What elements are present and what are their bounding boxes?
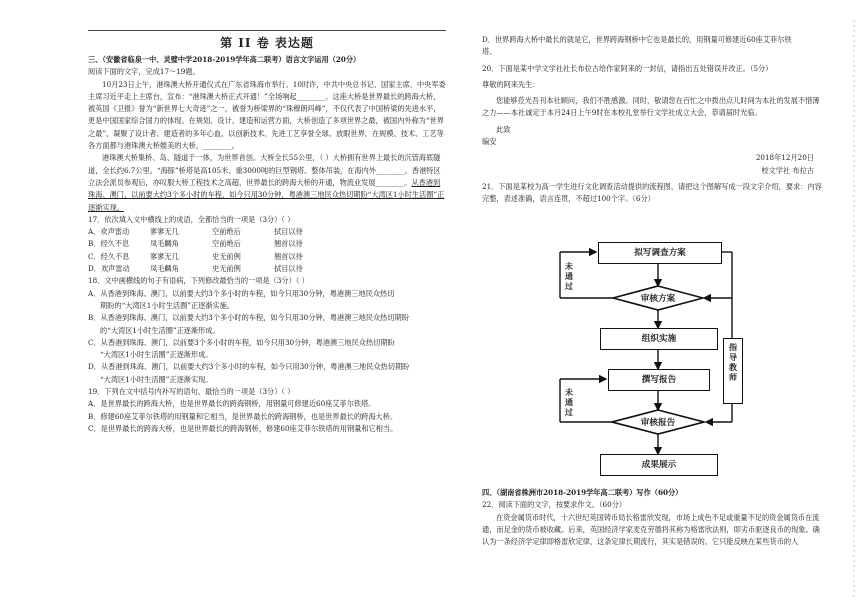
q17-d-3: 史无前例 — [212, 264, 241, 274]
letter-date: 2018年12月20日 — [755, 153, 814, 163]
question-21: 21．下面是某校为高一学生进行文化调查活动提供的流程图，请把这个图解写成一段文字介绍，要求：内容完整，表述准确，语言连贯，不超过100个字。（6分） — [482, 181, 822, 204]
q19-option-d-line1[interactable]: D．世界跨海大桥中最长的就是它，世界跨海钢桥中它也是最长的，用钢量可修建近60座艾菲尔铁 — [482, 35, 792, 44]
q18-option-a-line2: 期盼的“大湾区1小时生活圈”正逐渐实施。 — [100, 300, 235, 310]
flow-step-review-report: 审核报告 — [640, 418, 676, 428]
q17-options — [88, 226, 446, 275]
q17-a-1: A．欢声雷动 — [88, 227, 130, 237]
q17-a-4: 拭目以待 — [274, 227, 303, 237]
letter-closing: 此致 — [496, 124, 511, 134]
q19-option-c[interactable]: C．是世界最长的跨海大桥，也是世界最长的跨海钢桥，修建60座艾菲尔铁塔的用钢量和它相当。 — [88, 423, 398, 433]
q18-option-d-line1[interactable]: D．从香港到珠海、澳门，以前要大约3个多小时的车程，如今只用30分钟，粤港澳三地民众热切期盼 — [88, 362, 410, 372]
passage-paragraph-1: 10月23日上午，港珠澳大桥开通仪式在广东省珠海市举行。10时许，中共中央总书记、国家主席、中央军委主席习近平走上主席台，宣布：“港珠澳大桥正式开通！”全场响起________。这座大桥是世界最长的跨海大桥，被英国《卫报》誉为“新世界七大奇迹”之一，被誉为桥梁界的“珠穆朗玛峰”，不仅代表了中国桥梁的先进水平，更是中国国家综合国力的体现。在规划、设计、建造和运营方面，大桥创造了多项世界之最，被国内外称为“世界之最”，凝聚了设计者、建造者的多年心血，以创新技术、先进工艺享誉全球。放眼世界，在规模、技术、工艺等各方面都与港珠澳大桥媲美的大桥，________。 — [88, 79, 446, 151]
passage-paragraph-2 — [88, 152, 446, 213]
binding-margin — [848, 0, 860, 608]
q17-option-b[interactable] — [88, 238, 446, 250]
question-17: 17．依次填入文中横线上的成语，全都恰当的一项是（3分）（ ） — [88, 214, 295, 224]
q19-option-d-line2: 塔。 — [482, 47, 497, 57]
question-19: 19．下列在文中括号内补写的语句，最恰当的一项是（3分）（ ） — [88, 387, 295, 397]
fail-label-1: 未通过 — [565, 262, 573, 291]
q19-option-a[interactable]: A．是世界最长的跨海大桥，也是世界最长的跨海钢桥，用钢量可修建近60座艾菲尔铁塔。 — [88, 399, 376, 409]
q19-option-b[interactable]: B．修建60座艾菲尔铁塔的用钢量和它相当，是世界最长的跨海钢桥，也是世界最长的跨海大桥。 — [88, 411, 398, 421]
flowchart-connectors — [546, 242, 786, 482]
right-column — [482, 34, 822, 206]
question-22: 22．阅读下面的文字，按要求作文。（60分） — [482, 500, 627, 510]
flow-step-draft-plan: 拟写调查方案 — [598, 242, 722, 264]
question-20: 20．下面是某中学文学社社长布拉古给作家阿来的一封信，请指出五处错误并改正。（5分） — [482, 63, 773, 73]
flow-step-showcase: 成果展示 — [600, 454, 718, 476]
q17-c-2: 寥寥无几 — [150, 251, 179, 261]
right-column-bottom — [482, 487, 822, 548]
passage-paragraph-2-text: 港珠澳大桥集桥、岛、隧道于一体，为世界首创。大桥全长55公里，（ ）大桥拥有世界上最长的沉管海底隧道，全长约6.7公里。“海豚”桥塔是高105米、重3000吨的巨型钢塔。整体吊装，在海内外________。香港特区立法会派员参观后，亦叹服大桥工程技术之高超，世界最长的跨海大桥的开通，物流业发展________。 — [88, 153, 441, 187]
q17-d-2: 凤毛麟角 — [150, 264, 179, 274]
top-rule — [88, 30, 446, 31]
fail-label-2: 未通过 — [565, 388, 573, 417]
q17-b-4: 翘首以待 — [274, 239, 303, 249]
q17-option-c[interactable] — [88, 251, 446, 263]
q17-b-2: 凤毛麟角 — [150, 239, 179, 249]
q17-c-3: 史无前例 — [212, 251, 241, 261]
q17-option-d[interactable] — [88, 263, 446, 275]
q17-c-1: C．经久不息 — [88, 251, 130, 261]
reading-intro: 阅读下面的文字，完成17～19题。 — [88, 67, 200, 77]
q17-b-3: 空前绝后 — [212, 239, 241, 249]
section4-heading: 四、（湖南省株洲市2018-2019学年高二联考）写作（60分） — [482, 488, 683, 497]
flow-step-review-plan: 审核方案 — [640, 294, 676, 304]
q18-option-b-line1[interactable]: B．从香港到珠海、澳门，以前要大约3个多小时的车程，如今只用30分钟，粤港澳三地民众热切期盼 — [88, 313, 409, 323]
q18-option-c-line1[interactable]: C．从香港到珠海、澳门，以前要3个多小时的车程，如今只用30分钟，粤港澳三地民众热切期盼 — [88, 337, 395, 347]
q18-option-a-line1[interactable]: A．从香港到珠海、澳门，以前要大约3个多小时的车程，如今只用30分钟，粤港澳三地民众热切 — [88, 288, 395, 298]
q17-a-3: 空前绝后 — [212, 227, 241, 237]
section3-heading: 三、（安徽省临泉一中、灵璧中学2018-2019学年高二联考）语言文字运用（20分） — [88, 55, 361, 64]
q17-d-4: 拭目以待 — [274, 264, 303, 274]
guidance-teacher-label: 指导教师 — [729, 343, 737, 382]
underlined-sentence: 从香港到珠海、澳门，以前要大约3个多小时的车程，如今只用30分钟，粤港澳三地民众热切期盼“大湾区1小时生活圈”正逐渐实现。 — [88, 177, 445, 212]
q18-option-b-line2: 的“大湾区1小时生活圈”正逐渐形成。 — [100, 325, 220, 335]
essay-prompt-line2: 认为一条经济学定律即格雷欣定律，这条定律长期流行，其实是错误的。它只能反映在某些货币的人 — [482, 537, 799, 547]
q17-d-1: D．欢声雷动 — [88, 264, 130, 274]
flow-step-implement: 组织实施 — [600, 328, 718, 350]
flow-step-write-report: 撰写报告 — [608, 369, 710, 391]
question-18: 18．文中画横线的句子有语病，下列修改最恰当的一项是（3分）（ ） — [88, 276, 309, 286]
letter-signer: 校文学社 布拉古 — [761, 165, 814, 175]
section-title: 第 II 卷 表达题 — [220, 36, 314, 50]
q17-b-1: B．经久不息 — [88, 239, 130, 249]
flow-guidance-teacher — [723, 338, 743, 404]
q17-a-2: 寥寥无几 — [150, 227, 179, 237]
essay-prompt-line1: 在资金属货币时代，十六世纪英国铸币局长格雷欣发现，市场上成色不足或重量不足的资金属货币在流通，而足金的货币被收藏。后来，英国经济学家麦克劳德将其称为格雷欣法则，即劣币驱逐良币的现象。确 — [482, 512, 820, 534]
q18-option-c-line2: “大湾区1小时生活圈”正逐渐形成。 — [100, 350, 213, 360]
q18-option-d-line2: “大湾区1小时生活圈”正逐渐实现。 — [100, 374, 213, 384]
left-column — [88, 34, 446, 435]
letter-salute2: 编安 — [482, 137, 497, 147]
flowchart — [546, 242, 786, 482]
letter-salutation: 尊敬的阿来先生： — [482, 79, 540, 89]
q17-option-a[interactable] — [88, 226, 446, 238]
q17-c-4: 翘首以待 — [274, 251, 303, 261]
letter-body: 您能够莅光吾刊本社顾问，我们不胜感激。同时，敬请您在百忙之中拨出点儿时间为本社的发展不惜薄之力——本社诚定于本月24日上午9时在本校礼堂举行文学社成立大会，恭请届时光临。 — [482, 96, 820, 118]
